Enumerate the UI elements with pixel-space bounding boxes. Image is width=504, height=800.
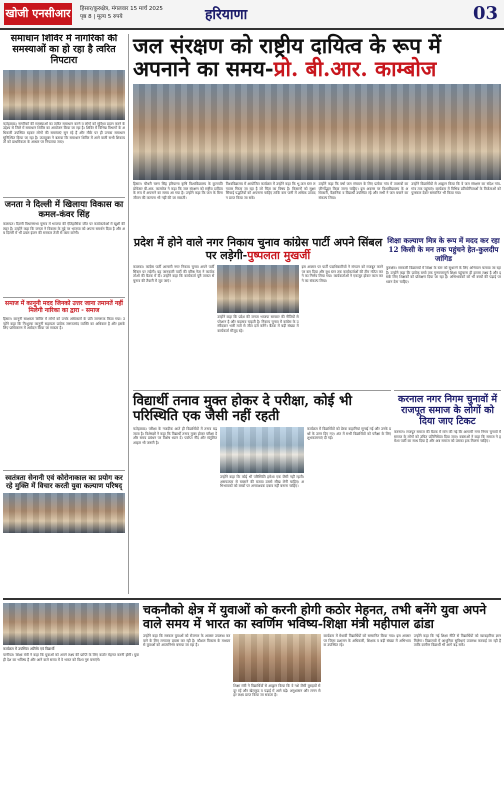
vidyarthi-body — [133, 427, 391, 607]
divider — [3, 297, 125, 298]
date-text: हिसार/कुरुक्षेत्र, मंगलवार 15 मार्च 2025 — [80, 6, 163, 12]
pradesh-col-2-wrap — [217, 265, 298, 405]
vidyarthi-col-2-wrap — [220, 427, 304, 607]
bottom-col-2-wrap — [233, 634, 320, 794]
shiksha-headline: शिक्षा कल्याण मित्र के रूप में मदद कर रहा 12 किसी के मन तक पहुंचने हेत-कुलदीप जांगिड — [387, 236, 500, 263]
lead-headline — [133, 34, 501, 80]
bottom-photo — [233, 634, 320, 682]
lead-col-1: हिसार। चौधरी चरण सिंह हरियाणा कृषि विश्वविद्यालय के कुलपति प्रोफेसर बी.आर. काम्बोज ने कहा कि जल संरक्षण को राष्ट्रीय दायित्व के रूप में अपनाने का समय आ गया है। उन्होंने कहा कि जल के बिना जीवन की कल्पना भी नहीं की जा सकती। — [133, 182, 223, 200]
pradesh-col-2: उन्होंने कहा कि प्रदेश की जनता भाजपा सरकार की नीतियों से परेशान है और बदलाव चाहती है। निकाय चुनाव में कांग्रेस के उम्मीदवार भारी मतों से जीत दर्ज करेंगे। बैठक में बड़ी संख्या में कार्यकर्ता मौजूद रहे। — [217, 315, 299, 333]
bottom-left-column — [3, 603, 139, 783]
story1-photo — [3, 70, 125, 120]
pradesh-col-3: इस अवसर पर पार्टी पदाधिकारियों ने संगठन को मजबूत करने पर बल दिया और बूथ स्तर तक कार्यकर्ताओं की टीम गठित करने का निर्णय लिया गया। कार्यकर्ताओं ने एकजुट होकर काम करने का संकल्प लिया। — [301, 265, 383, 283]
photo-caption-headline: स्वतंत्रता सेनानी एवं कोरोनाकाल का प्रयोग कर रहे मुक्ति में विचार करती युवा कल्याण परिषद् — [5, 473, 123, 491]
bottom-col-4: उन्होंने कहा कि नई शिक्षा नीति से विद्यार्थियों को व्यावहारिक ज्ञान मिलेगा। विद्यालयों में आधुनिक सुविधाएं उपलब्ध करवाई जा रही हैं ताकि ग्रामीण विद्यार्थी भी आगे बढ़ सकें। — [413, 634, 501, 648]
bottom-headline: चकनौको क्षेत्र में युवाओं को करनी होगी कठोर मेहनत, तभी बनेंगे युवा अपने वाले समय में भारत का स्वर्णिम भविष्य-शिक्षा मंत्री महीपाल ढांडा — [143, 602, 487, 631]
story3-body: हिसार। कानूनी साक्षरता शिविर में लोगों को उनके अधिकारों के प्रति जागरूक किया गया। उन्होंने कहा कि निःशुल्क कानूनी सहायता प्रत्येक जरूरतमंद व्यक्ति का अधिकार है और इसके लिए प्राधिकरण में आवेदन किया जा सकता है। — [3, 317, 125, 331]
vidyarthi-photo — [220, 427, 304, 473]
pradesh-photo — [217, 265, 298, 313]
divider — [3, 470, 125, 471]
lead-story — [133, 34, 501, 80]
vidyarthi-col-1: फतेहाबाद। परीक्षा के नजदीक आते ही विद्यार्थियों में तनाव बढ़ जाता है। विशेषज्ञों ने कहा कि विद्यार्थी तनाव मुक्त होकर परीक्षा दें और समय प्रबंधन पर विशेष ध्यान दें। पर्याप्त नींद और संतुलित आहार भी जरूरी है। — [133, 427, 217, 445]
section-title: हरियाणा — [205, 7, 248, 23]
newspaper-logo: खोजी एनसीआर — [4, 3, 72, 25]
page-number: 03 — [472, 3, 498, 24]
shiksha-story — [386, 236, 501, 386]
bottom-body — [143, 634, 501, 794]
karnal-headline: करनाल नगर निगम चुनावों में राजपूत समाज के लोगों को दिया जाए टिकट — [397, 394, 498, 427]
date-line — [80, 5, 163, 21]
story1-headline: समाधान शिविर में नागरिकों की समस्याओं का हो रहा है त्वरित निपटारा — [10, 34, 118, 66]
vidyarthi-story — [133, 390, 391, 607]
bottom-left-body: पानीपत। शिक्षा मंत्री ने कहा कि युवाओं को अपने लक्ष्य की प्राप्ति के लिए कठोर मेहनत करनी होगी। युवा ही देश का भविष्य हैं और आने वाले समय में वे भारत को विश्व गुरु बनाएंगे। — [3, 653, 139, 662]
bottom-col-2: शिक्षा मंत्री ने विद्यार्थियों से आह्वान किया कि वे नशे जैसी बुराइयों से दूर रहें और खेलकूद व पढ़ाई में आगे बढ़ें। अनुशासन और लगन से हर लक्ष्य प्राप्त किया जा सकता है। — [233, 684, 321, 698]
left-column — [3, 34, 129, 594]
story1-body: फतेहाबाद। नागरिकों की समस्याओं का त्वरित समाधान करने व लोगों को सुविधा प्रदान करने के उद्देश्य से जिले में समाधान शिविर का आयोजन किया जा रहा है। शिविर में विभिन्न विभागों के अधिकारी उपस्थित रहकर लोगों की समस्याएं सुन रहे हैं और मौके पर ही उनका समाधान सुनिश्चित किया जा रहा है। उपायुक्त ने बताया कि समाधान शिविर में आने वाली सभी शिकायतों को प्राथमिकता के आधार पर निपटाया जाए। — [3, 121, 125, 145]
story2-body: कलायत। दिल्ली विधानसभा चुनाव में भाजपा की ऐतिहासिक जीत पर कार्यकर्ताओं में खुशी की लहर है। उन्होंने कहा कि जनता ने विकास के मुद्दे पर भाजपा को अपना समर्थन दिया है और अब दिल्ली में भी डबल इंजन की सरकार तेजी से काम करेगी। — [3, 222, 125, 236]
pradesh-body — [133, 265, 383, 405]
pradesh-story — [133, 236, 383, 405]
bottom-story — [3, 598, 501, 698]
lead-headline-main: जल संरक्षण को राष्ट्रीय दायित्व के रूप में अपनाने का समय- — [133, 33, 441, 81]
bottom-left-caption: कार्यक्रम में उपस्थित अतिथि एवं विद्यार्थी — [3, 647, 55, 651]
price-text: पृष्ठ 8 | मूल्य 5 रुपये — [80, 14, 123, 20]
pradesh-headline-name: पुष्पलता मुखर्जी — [247, 249, 311, 262]
bottom-left-photo — [3, 603, 139, 645]
lead-col-2: विश्वविद्यालय में आयोजित कार्यक्रम में उन्होंने कहा कि भू-जल स्तर लगातार गिरता जा रहा है जो चिंता का विषय है। किसानों को सूक्ष्म सिंचाई पद्धतियों को अपनाना चाहिए ताकि कम पानी में अधिक उत्पादन प्राप्त किया जा सके। — [225, 182, 316, 200]
karnal-body: करनाल। राजपूत समाज की बैठक में मांग की गई कि आगामी नगर निगम चुनावों में समाज के लोगों को उचित प्रतिनिधित्व दिया जाए। वक्ताओं ने कहा कि समाज ने हमेशा पार्टी का साथ दिया है और अब समाज को उसका हक मिलना चाहिए। — [394, 430, 501, 444]
story2-headline: जनता ने दिल्ली में खिलाया विकास का कमल-कंवर सिंह — [4, 199, 124, 220]
lead-col-3: उन्होंने कहा कि वर्षा जल संचयन के लिए प्रत्येक गांव में तालाबों का जीर्णोद्धार किया जाना चाहिए। इस अवसर पर विश्वविद्यालय के अधिकारी, वैज्ञानिक व विद्यार्थी उपस्थित रहे और सभी ने जल बचाने का संकल्प लिया। — [318, 182, 409, 200]
vidyarthi-headline: विद्यार्थी तनाव मुक्त होकर दे परीक्षा, कोई भी परिस्थिति एक जैसी नहीं रहती — [133, 393, 352, 424]
vidyarthi-col-2: उन्होंने कहा कि कोई भी परिस्थिति हमेशा एक जैसी नहीं रहती। असफलता से घबराने की बजाय उससे सीख लेनी चाहिए। अभिभावकों को बच्चों पर अनावश्यक दबाव नहीं बनाना चाहिए। — [220, 475, 304, 489]
pradesh-headline — [133, 236, 383, 262]
lead-body — [133, 182, 501, 234]
story3-headline: समाज में कानूनी मदद जिनको उत्तर जाना तमानतें नहीं मिलेगी नारिका का द्वारा - समाज — [5, 300, 123, 315]
masthead — [0, 0, 504, 30]
bottom-col-3: कार्यक्रम में मेधावी विद्यार्थियों को सम्मानित किया गया। इस अवसर पर जिला प्रशासन के अधिकारी, शिक्षक व बड़ी संख्या में अभिभावक उपस्थित रहे। — [323, 634, 411, 648]
pradesh-col-1: कालका। कांग्रेस पार्टी आगामी नगर निकाय चुनाव अपने पार्टी सिंबल पर लड़ेगी। यह जानकारी पार्टी की वरिष्ठ नेता ने कार्यकर्ताओं की बैठक में दी। उन्होंने कहा कि कार्यकर्ता पूरी ताकत से चुनाव की तैयारी में जुट जाएं। — [133, 265, 215, 283]
story4-photo — [3, 493, 125, 533]
divider — [3, 197, 125, 198]
pradesh-headline-main: प्रदेश में होने वाले नगर निकाय चुनाव कांग्रेस पार्टी अपने सिंबल पर लड़ेगी- — [133, 236, 383, 262]
lead-col-4: उन्होंने विद्यार्थियों से आह्वान किया कि वे जल संरक्षण का संदेश गांव-गांव तक पहुंचाएं। कार्यक्रम में विभिन्न प्रतियोगिताओं के विजेताओं को पुरस्कार देकर सम्मानित भी किया गया। — [411, 182, 501, 196]
bottom-col-1: उन्होंने कहा कि सरकार युवाओं को रोजगार के अवसर उपलब्ध करवाने के लिए लगातार प्रयास कर रही है। कौशल विकास के माध्यम से युवाओं को आत्मनिर्भर बनाया जा रहा है। — [143, 634, 231, 648]
vidyarthi-col-3: कार्यक्रम में विद्यार्थियों को प्रेरक कहानियां सुनाई गईं और उनके प्रश्नों के उत्तर दिए गए। अंत में सभी विद्यार्थियों को परीक्षा के लिए शुभकामनाएं दी गईं। — [307, 427, 391, 441]
karnal-story — [394, 390, 501, 580]
lead-photo — [133, 84, 501, 180]
lead-headline-name: प्रो. बी.आर. काम्बोज — [273, 56, 437, 81]
shiksha-body: कुरुक्षेत्र। सरकारी विद्यालयों में शिक्षा के स्तर को सुधारने के लिए अभियान चलाया जा रहा है। उन्होंने कहा कि प्रत्येक बच्चे तक गुणवत्तापूर्ण शिक्षा पहुंचाना ही हमारा लक्ष्य है और इसके लिए शिक्षकों को प्रशिक्षण दिया जा रहा है। अभिभावकों को भी बच्चों की पढ़ाई पर ध्यान देना चाहिए। — [386, 266, 501, 284]
